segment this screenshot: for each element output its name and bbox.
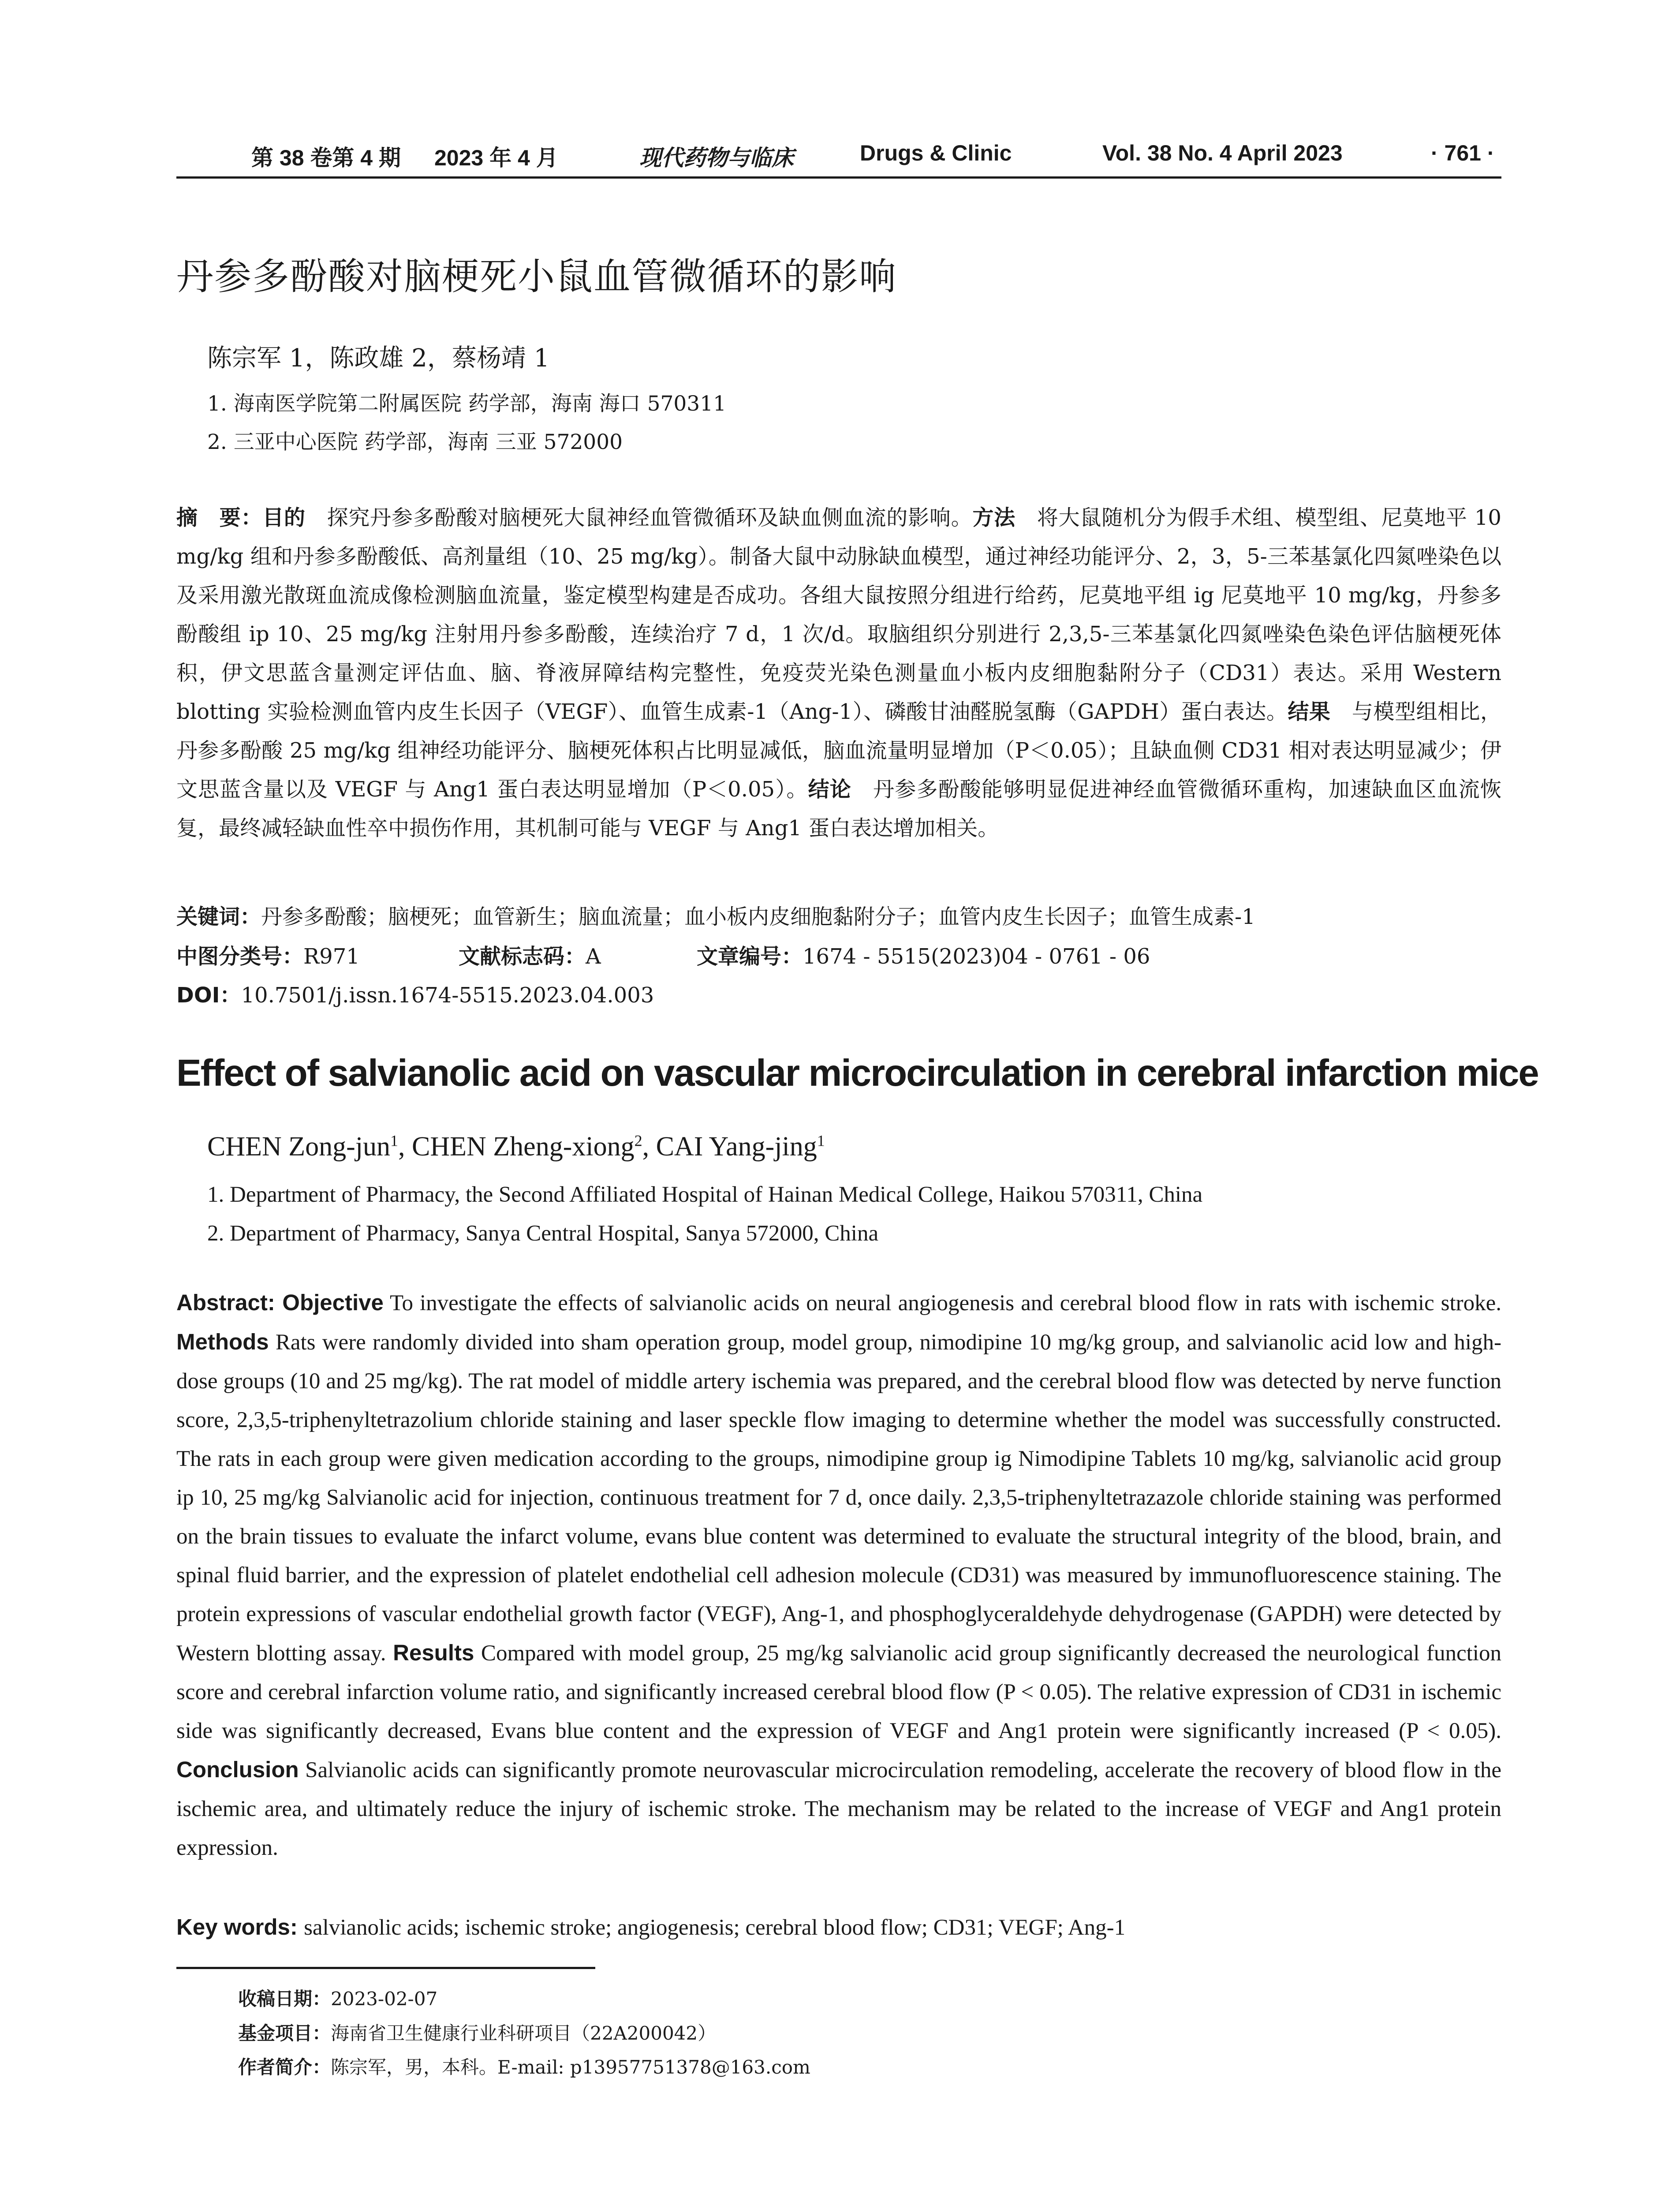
en-author-1: CHEN Zong-jun xyxy=(207,1132,391,1162)
footnote-author-bio-label: 作者简介： xyxy=(238,2056,331,2078)
en-abstract xyxy=(176,1283,1501,1867)
cn-affiliation-1: 1. 海南医学院第二附属医院 药学部，海南 海口 570311 xyxy=(207,392,727,416)
clc-value: R971 xyxy=(303,944,360,969)
en-keywords-label: Key words: xyxy=(176,1914,304,1940)
cn-conclusion-text: 丹参多酚酸能够明显促进神经血管微循环重构，加速缺血区血流恢复，最终减轻缺血性卒中损伤作用，其机制可能与 VEGF 与 Ang1 蛋白表达增加相关。 xyxy=(176,777,1501,841)
en-author-sep: , xyxy=(642,1132,656,1162)
header-volume-en: Vol. 38 No. 4 April 2023 xyxy=(1102,141,1343,165)
en-affiliation-1: 1. Department of Pharmacy, the Second Affiliated Hospital of Hainan Medical College, Haikou 570311, China xyxy=(207,1182,1203,1207)
cn-affiliation-2: 2. 三亚中心医院 药学部，海南 三亚 572000 xyxy=(207,430,623,454)
en-conclusion-text: Salvianolic acids can significantly promote neurovascular microcirculation remodeling, accelerate the recovery of blood flow in the ischemic area, and ultimately reduce the injury of ischemic stroke. The mechanism may be related to the increase of VEGF and Ang1 protein expression. xyxy=(176,1758,1501,1860)
header-date-cn: 2023 年 4 月 xyxy=(434,146,558,170)
cn-conclusion-label: 结论 xyxy=(808,777,851,802)
en-conclusion-label: Conclusion xyxy=(176,1757,299,1782)
header-volume-cn: 第 38 卷第 4 期 xyxy=(251,146,401,170)
footnote-author-bio xyxy=(238,2053,810,2079)
cn-results-text: 与模型组相比，丹参多酚酸 25 mg/kg 组神经功能评分、脑梗死体积占比明显减低，脑血流量明显增加（P＜0.05）；且缺血侧 CD31 相对表达明显减少；伊文思蓝含量以及 VEGF 与 Ang1 蛋白表达明显增加（P＜0.05）。 xyxy=(176,699,1501,802)
header-journal-en: Drugs & Clinic xyxy=(860,141,1012,165)
article-no-label: 文章编号： xyxy=(697,944,803,969)
en-objective-text: To investigate the effects of salvianolic acids on neural angiogenesis and cerebral blood flow in rats with ischemic stroke. xyxy=(383,1291,1501,1316)
cn-authors: 陈宗军 1，陈政雄 2，蔡杨靖 1 xyxy=(207,344,550,373)
doc-code-label: 文献标志码： xyxy=(459,944,586,969)
footnote-funding-label: 基金项目： xyxy=(238,2022,331,2044)
en-objective-label: Objective xyxy=(282,1290,384,1315)
en-methods-text: Rats were randomly divided into sham operation group, model group, nimodipine 10 mg/kg group, and salvianolic acid low and high-dose groups (10 and 25 mg/kg). The rat model of middle artery ischemia was prepared, and the cerebral blood flow was detected by nerve function score, 2,3,5-triphenyltetrazolium chloride staining and laser speckle flow imaging to determine whether the model was successfully constructed. The rats in each group were given medication according to the groups, nimodipine group ig Nimodipine Tablets 10 mg/kg, salvianolic acid group ip 10, 25 mg/kg Salvianolic acid for injection, continuous treatment for 7 d, once daily. 2,3,5-triphenyltetrazazole chloride staining was performed on the brain tissues to evaluate the infarct volume, evans blue content was determined to evaluate the structural integrity of the blood, brain, and spinal fluid barrier, and the expression of platelet endothelial cell adhesion molecule (CD31) was measured by immunofluorescence staining. The protein expressions of vascular endothelial growth factor (VEGF), Ang-1, and phosphoglyceraldehyde dehydrogenase (GAPDH) were detected by Western blotting assay. xyxy=(176,1330,1501,1666)
en-abstract-label: Abstract: xyxy=(176,1290,283,1315)
cn-abstract xyxy=(176,498,1501,848)
footnote-received-label: 收稿日期： xyxy=(238,1988,331,2010)
en-authors xyxy=(207,1131,825,1162)
cn-keywords-label: 关键词： xyxy=(176,904,261,929)
cn-results-label: 结果 xyxy=(1288,699,1331,724)
cn-objective-text: 探究丹参多酚酸对脑梗死大鼠神经血管微循环及缺血侧血流的影响。 xyxy=(305,505,973,530)
doc-code-value: A xyxy=(586,944,601,969)
cn-methods-text: 将大鼠随机分为假手术组、模型组、尼莫地平 10 mg/kg 组和丹参多酚酸低、高剂量组（10、25 mg/kg）。制备大鼠中动脉缺血模型，通过神经功能评分、2，3，5-三苯基氯化四氮唑染色以及采用激光散斑血流成像检测脑血流量，鉴定模型构建是否成功。各组大鼠按照分组进行给药，尼莫地平组 ig 尼莫地平 10 mg/kg，丹参多酚酸组 ip 10、25 mg/kg 注射用丹参多酚酸，连续治疗 7 d，1 次/d。取脑组织分别进行 2,3,5-三苯基氯化四氮唑染色染色评估脑梗死体积，伊文思蓝含量测定评估血、脑、脊液屏障结构完整性，免疫荧光染色测量血小板内皮细胞黏附分子（CD31）表达。采用 Western blotting 实验检测血管内皮生长因子（VEGF）、血管生成素-1（Ang-1）、磷酸甘油醛脱氢酶（GAPDH）蛋白表达。 xyxy=(176,505,1501,724)
en-affiliation-2: 2. Department of Pharmacy, Sanya Central Hospital, Sanya 572000, China xyxy=(207,1221,879,1246)
en-keywords-text: salvianolic acids; ischemic stroke; angiogenesis; cerebral blood flow; CD31; VEGF; Ang-1 xyxy=(304,1915,1126,1940)
doi-link[interactable]: 10.7501/j.issn.1674-5515.2023.04.003 xyxy=(241,983,654,1008)
cn-abstract-label: 摘 要： xyxy=(176,505,263,530)
doi-label: DOI： xyxy=(176,983,241,1008)
en-author-1-sup: 1 xyxy=(390,1132,399,1150)
en-author-2: CHEN Zheng-xiong xyxy=(412,1132,635,1162)
cn-methods-label: 方法 xyxy=(972,505,1016,530)
article-no-value: 1674 - 5515(2023)04 - 0761 - 06 xyxy=(803,944,1150,969)
cn-keywords-text: 丹参多酚酸；脑梗死；血管新生；脑血流量；血小板内皮细胞黏附分子；血管内皮生长因子；血管生成素-1 xyxy=(261,904,1255,929)
header-page-number: · 761 · xyxy=(1431,141,1495,165)
cn-keywords xyxy=(176,900,1501,930)
en-author-2-sup: 2 xyxy=(634,1132,642,1150)
en-author-sep: , xyxy=(398,1132,412,1162)
doi-line xyxy=(176,978,1501,1009)
clc-label: 中图分类号： xyxy=(176,944,304,969)
en-results-label: Results xyxy=(393,1640,474,1665)
en-keywords xyxy=(176,1914,1125,1940)
footnote-rule xyxy=(176,1967,595,1969)
footnote-funding-text: 海南省卫生健康行业科研项目（22A200042） xyxy=(331,2022,717,2044)
cn-article-title: 丹参多酚酸对脑梗死小鼠血管微循环的影响 xyxy=(176,255,897,298)
en-results-text: Compared with model group, 25 mg/kg salvianolic acid group significantly decreased the neurological function score and cerebral infarction volume ratio, and significantly increased cerebral blood flow (P < 0.05). The relative expression of CD31 in ischemic side was significantly decreased, Evans blue content and the expression of VEGF and Ang1 protein were significantly increased (P < 0.05). xyxy=(176,1641,1501,1743)
en-author-3: CAI Yang-jing xyxy=(656,1132,817,1162)
cn-objective-label: 目的 xyxy=(262,505,306,530)
running-header xyxy=(176,140,1501,176)
footnote-funding xyxy=(238,2019,716,2045)
en-article-title: Effect of salvianolic acid on vascular microcirculation in cerebral infarction mice xyxy=(176,1052,1538,1094)
header-journal-cn: 现代药物与临床 xyxy=(639,145,794,171)
footnote-received-text: 2023-02-07 xyxy=(331,1988,438,2010)
en-author-3-sup: 1 xyxy=(817,1132,825,1150)
en-methods-label: Methods xyxy=(176,1329,269,1354)
footnote-received xyxy=(238,1984,437,2011)
footnote-author-bio-text: 陈宗军，男，本科。E-mail: p13957751378@163.com xyxy=(331,2056,810,2078)
header-rule xyxy=(176,176,1501,179)
cn-classification-line xyxy=(176,939,1501,970)
